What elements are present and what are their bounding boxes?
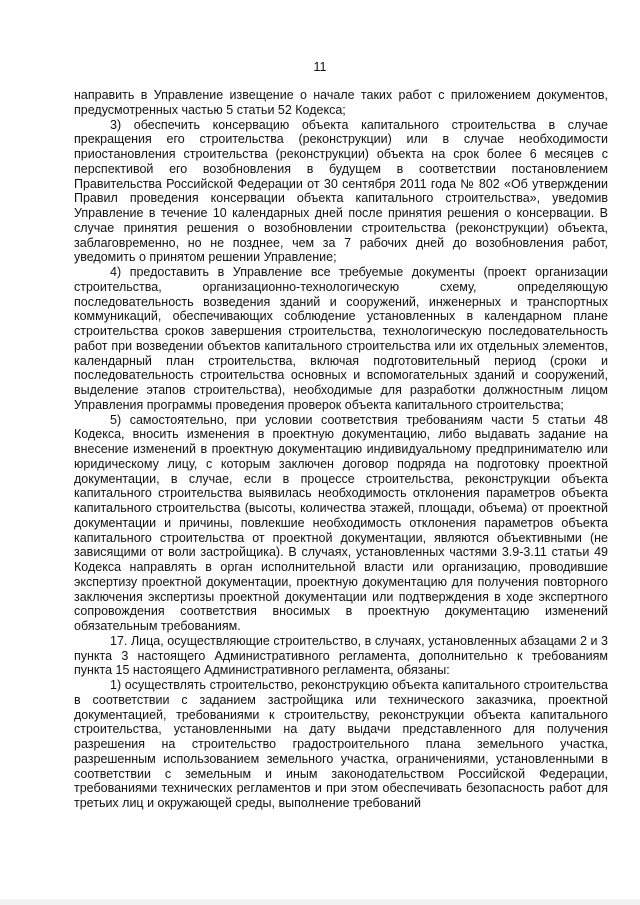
paragraph-item-1: 1) осуществлять строительство, реконструкцию объекта капитального строительства в соответствии с заданием застройщика или технического заказчика, проектной документацией, требованиями к строительству, реконструкции объекта капитального строительства, установленными на дату выдачи представленного для получения разрешения на строительство градостроительного плана земельного участка, разрешенным использованием земельного участка, ограничениями, установленными в соответствии с земельным и иным законодательством Российской Федерации, требованиями технических регламентов и при этом обеспечивать безопасность работ для третьих лиц и окружающей среды, выполнение требований — [74, 678, 608, 810]
paragraph-item-5: 5) самостоятельно, при условии соответствия требованиям части 5 статьи 48 Кодекса, вносить изменения в проектную документацию, либо выдавать задание на внесение изменений в проектную документацию индивидуальному предпринимателю или юридическому лицу, с которым заключен договор подряда на подготовку проектной документации, в случае, если в процессе строительства, реконструкции объекта капитального строительства выявилась необходимость отклонения параметров объекта капитального строительства (высоты, количества этажей, площади, объема) от проектной документации и причины, повлекшие необходимость отклонения параметров объекта капитального строительства от проектной документации, являются объективными (не зависящими от воли застройщика). В случаях, установленных частями 3.9-3.11 статьи 49 Кодекса направлять в орган исполнительной власти или организацию, проводившие экспертизу проектной документации, проектную документацию для получения повторного заключения экспертизы проектной документации или подтверждения в ходе экспертного сопровождения соответствия вносимых в проектную документацию изменений обязательным требованиям. — [74, 412, 608, 633]
paragraph-item-3: 3) обеспечить консервацию объекта капитального строительства в случае прекращения его строительства (реконструкции) или в случае необходимости приостановления строительства (реконструкции) объекта на срок более 6 месяцев с перспективой его возобновления в будущем в соответствии постановлением Правительства Российской Федерации от 30 сентября 2011 года № 802 «Об утверждении Правил проведения консервации объекта капитального строительства», уведомив Управление в течение 10 календарных дней после принятия решения о консервации. В случае принятия решения о возобновлении строительства (реконструкции) объекта, заблаговременно, но не позднее, чем за 7 рабочих дней до возобновления работ, уведомить о принятом решении Управление; — [74, 117, 608, 265]
paragraph-item-4: 4) предоставить в Управление все требуемые документы (проект организации строительства, организационно-технологическую схему, определяющую последовательность возведения зданий и сооружений, инженерных и транспортных коммуникаций, обеспечивающих соблюдение установленных в календарном плане строительства сроков завершения строительства, технологическую последовательность работ при возведении объектов капитального строительства или их отдельных элементов, календарный план строительства, включая подготовительный период (сроки и последовательность строительства основных и вспомогательных зданий и сооружений, выделение этапов строительства), необходимые для разработки должностным лицом Управления программы проведения проверок объекта капитального строительства; — [74, 265, 608, 412]
paragraph-continuation: направить в Управление извещение о начале таких работ с приложением документов, предусмотренных частью 5 статьи 52 Кодекса; — [74, 88, 608, 117]
scan-edge — [0, 899, 640, 905]
document-body — [74, 88, 608, 811]
page-number: 11 — [313, 60, 327, 74]
paragraph-clause-17: 17. Лица, осуществляющие строительство, в случаях, установленных абзацами 2 и 3 пункта 3 настоящего Административного регламента, дополнительно к требованиям пункта 15 настоящего Административного регламента, обязаны: — [74, 633, 608, 678]
